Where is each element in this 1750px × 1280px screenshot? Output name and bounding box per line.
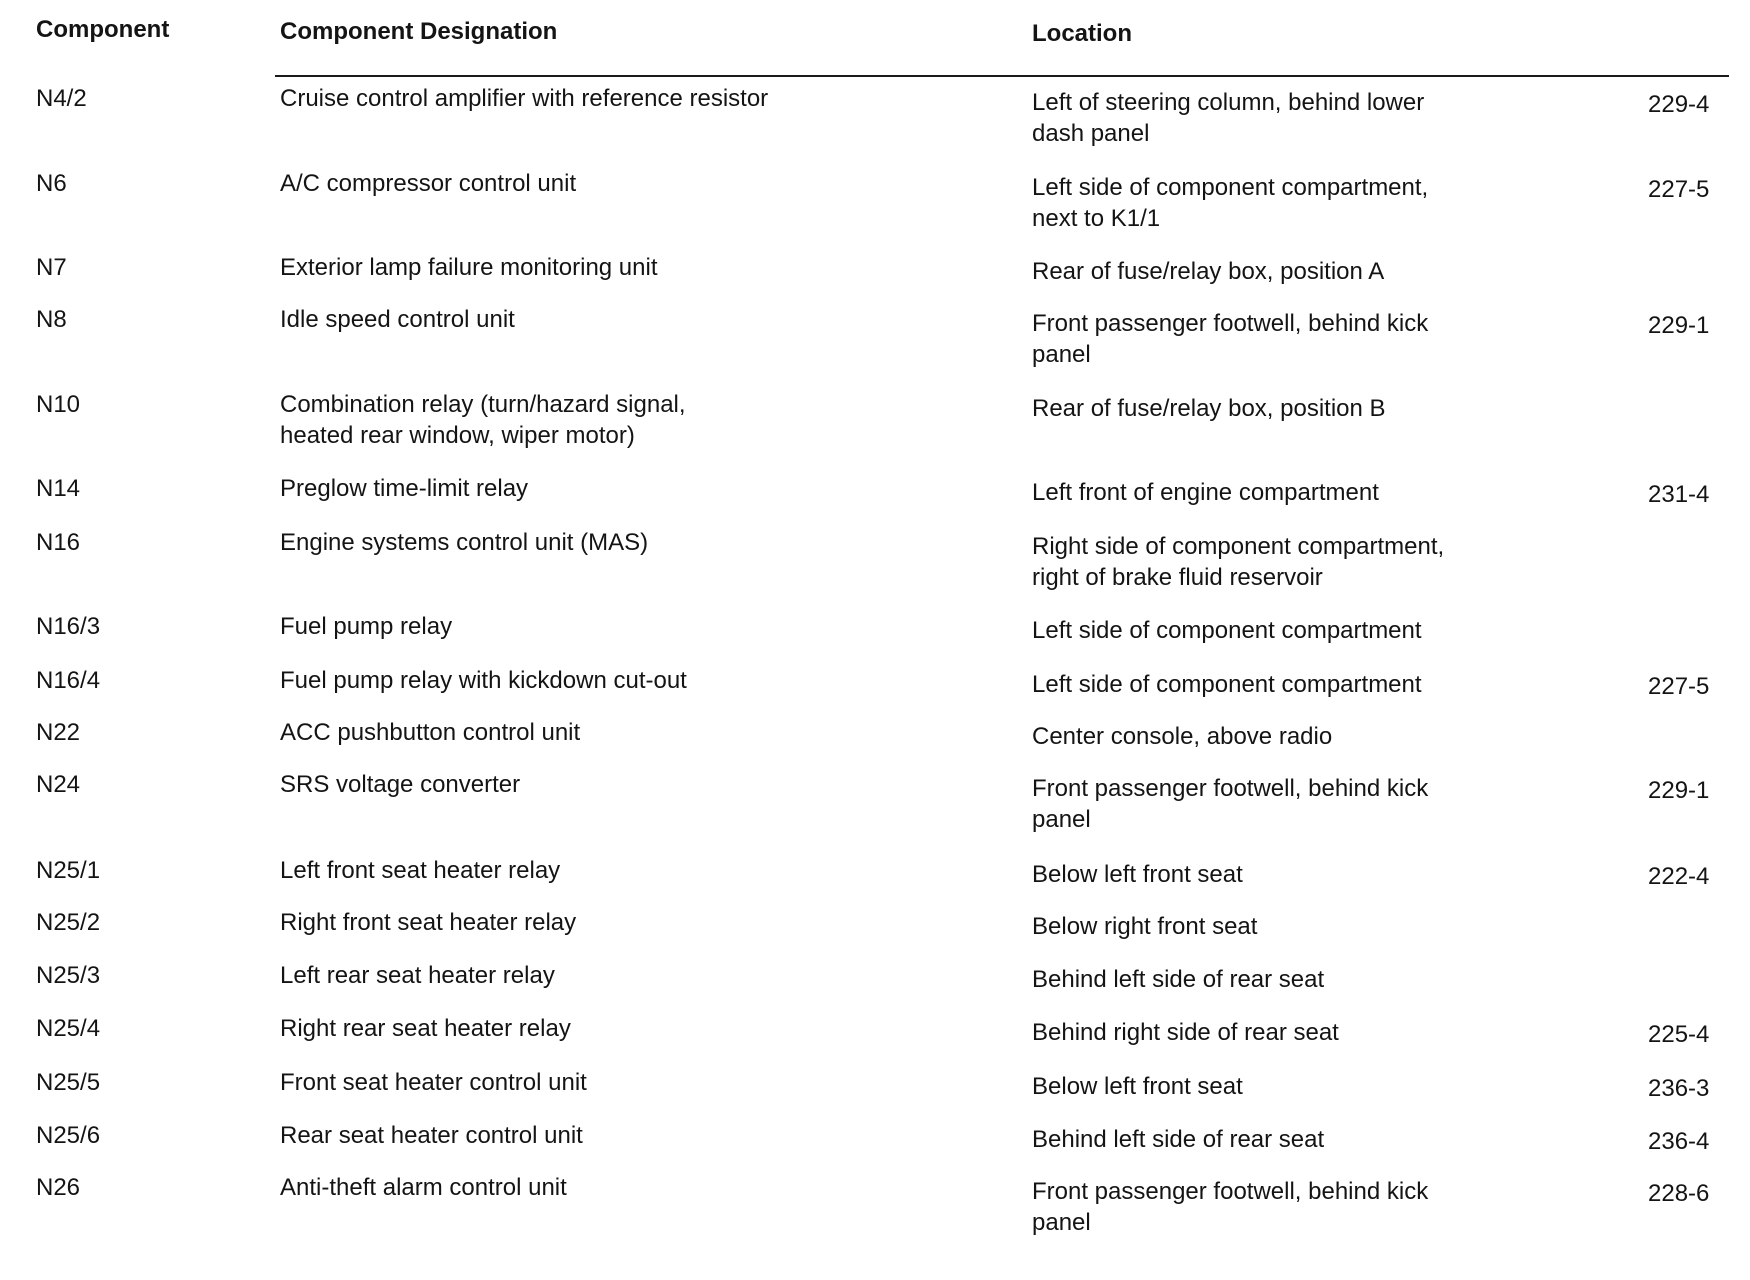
component-location [1032,256,1384,287]
designation-line: heated rear window, wiper motor) [280,422,635,449]
component-code: N8 [36,306,67,333]
component-location [1032,1017,1339,1048]
component-location [1032,393,1386,424]
location-line: panel [1032,341,1091,368]
component-designation [280,665,687,696]
location-line: Behind left side of rear seat [1032,966,1325,993]
component-designation [280,769,520,800]
designation-line: A/C compressor control unit [280,170,577,197]
component-location [1032,531,1444,593]
component-designation [280,855,560,886]
designation-line: ACC pushbutton control unit [280,719,581,746]
component-code: N25/3 [36,962,101,989]
location-line: dash panel [1032,120,1150,147]
location-line: panel [1032,1209,1091,1236]
location-line: Left side of component compartment, [1032,174,1429,201]
designation-line: Fuel pump relay with kickdown cut-out [280,667,687,694]
component-designation [280,717,580,748]
component-code: N16 [36,529,81,556]
component-code: N16/3 [36,613,101,640]
component-location [1032,477,1379,508]
location-line: Behind right side of rear seat [1032,1019,1339,1046]
diagram-page-ref: 227-5 [1648,176,1710,203]
diagram-page-ref: 229-1 [1648,777,1710,804]
location-line: Behind left side of rear seat [1032,1126,1325,1153]
diagram-page-ref: 229-4 [1648,91,1710,118]
component-code: N22 [36,719,81,746]
component-location [1032,669,1422,700]
component-location [1032,859,1243,890]
component-location [1032,773,1428,835]
location-line: Left side of component compartment [1032,617,1422,644]
component-designation [280,527,648,558]
designation-line: Rear seat heater control unit [280,1122,583,1149]
component-designation [280,252,658,283]
component-location [1032,87,1424,149]
designation-line: Front seat heater control unit [280,1069,587,1096]
designation-line: SRS voltage converter [280,771,521,798]
component-code: N25/5 [36,1069,101,1096]
diagram-page-ref: 236-4 [1648,1128,1710,1155]
designation-line: Idle speed control unit [280,306,515,333]
component-location [1032,911,1257,942]
designation-line: Fuel pump relay [280,613,453,640]
component-location [1032,1176,1428,1238]
component-designation [280,389,686,451]
location-line: Front passenger footwell, behind kick [1032,310,1429,337]
component-code: N25/2 [36,909,101,936]
component-designation [280,907,576,938]
component-code: N6 [36,170,67,197]
location-line: Left of steering column, behind lower [1032,89,1425,116]
component-designation [280,168,576,199]
location-line: Left front of engine compartment [1032,479,1379,506]
component-designation [280,1067,587,1098]
component-code: N26 [36,1174,81,1201]
component-code: N10 [36,391,81,418]
diagram-page-ref: 228-6 [1648,1180,1710,1207]
location-line: panel [1032,806,1091,833]
component-code: N25/4 [36,1015,101,1042]
header-rule [275,75,1729,77]
component-designation [280,304,515,335]
component-location [1032,615,1422,646]
designation-line: Combination relay (turn/hazard signal, [280,391,686,418]
component-location [1032,172,1428,234]
component-code: N14 [36,475,81,502]
designation-line: Preglow time-limit relay [280,475,529,502]
designation-line: Engine systems control unit (MAS) [280,529,649,556]
component-designation [280,473,528,504]
location-line: Rear of fuse/relay box, position B [1032,395,1386,422]
component-designation [280,611,452,642]
location-line: Rear of fuse/relay box, position A [1032,258,1385,285]
component-code: N25/6 [36,1122,101,1149]
location-line: Right side of component compartment, [1032,533,1445,560]
component-designation [280,1120,583,1151]
diagram-page-ref: 236-3 [1648,1075,1710,1102]
component-designation [280,83,768,114]
component-code: N24 [36,771,81,798]
designation-line: Exterior lamp failure monitoring unit [280,254,658,281]
location-line: Front passenger footwell, behind kick [1032,775,1429,802]
component-code: N16/4 [36,667,101,694]
location-line: Below left front seat [1032,861,1243,888]
designation-line: Right front seat heater relay [280,909,577,936]
component-designation [280,1172,567,1203]
diagram-page-ref: 231-4 [1648,481,1710,508]
table-header [0,12,1750,72]
component-location [1032,1071,1243,1102]
location-line: right of brake fluid reservoir [1032,564,1323,591]
designation-line: Left rear seat heater relay [280,962,555,989]
component-code: N4/2 [36,85,87,112]
designation-line: Anti-theft alarm control unit [280,1174,567,1201]
designation-line: Left front seat heater relay [280,857,561,884]
location-line: next to K1/1 [1032,205,1161,232]
component-location [1032,1124,1324,1155]
location-line: Below right front seat [1032,913,1258,940]
location-line: Left side of component compartment [1032,671,1422,698]
diagram-page-ref: 222-4 [1648,863,1710,890]
header-designation: Component Designation [280,18,558,45]
component-designation [280,1013,571,1044]
location-line: Front passenger footwell, behind kick [1032,1178,1429,1205]
component-designation [280,960,555,991]
diagram-page-ref: 227-5 [1648,673,1710,700]
component-location [1032,308,1428,370]
location-line: Center console, above radio [1032,723,1333,750]
component-location [1032,964,1324,995]
component-location [1032,721,1332,752]
component-code: N7 [36,254,67,281]
designation-line: Cruise control amplifier with reference resistor [280,85,769,112]
header-component: Component [36,16,170,43]
designation-line: Right rear seat heater relay [280,1015,571,1042]
location-line: Below left front seat [1032,1073,1243,1100]
diagram-page-ref: 225-4 [1648,1021,1710,1048]
diagram-page-ref: 229-1 [1648,312,1710,339]
header-location: Location [1032,20,1132,47]
component-code: N25/1 [36,857,101,884]
